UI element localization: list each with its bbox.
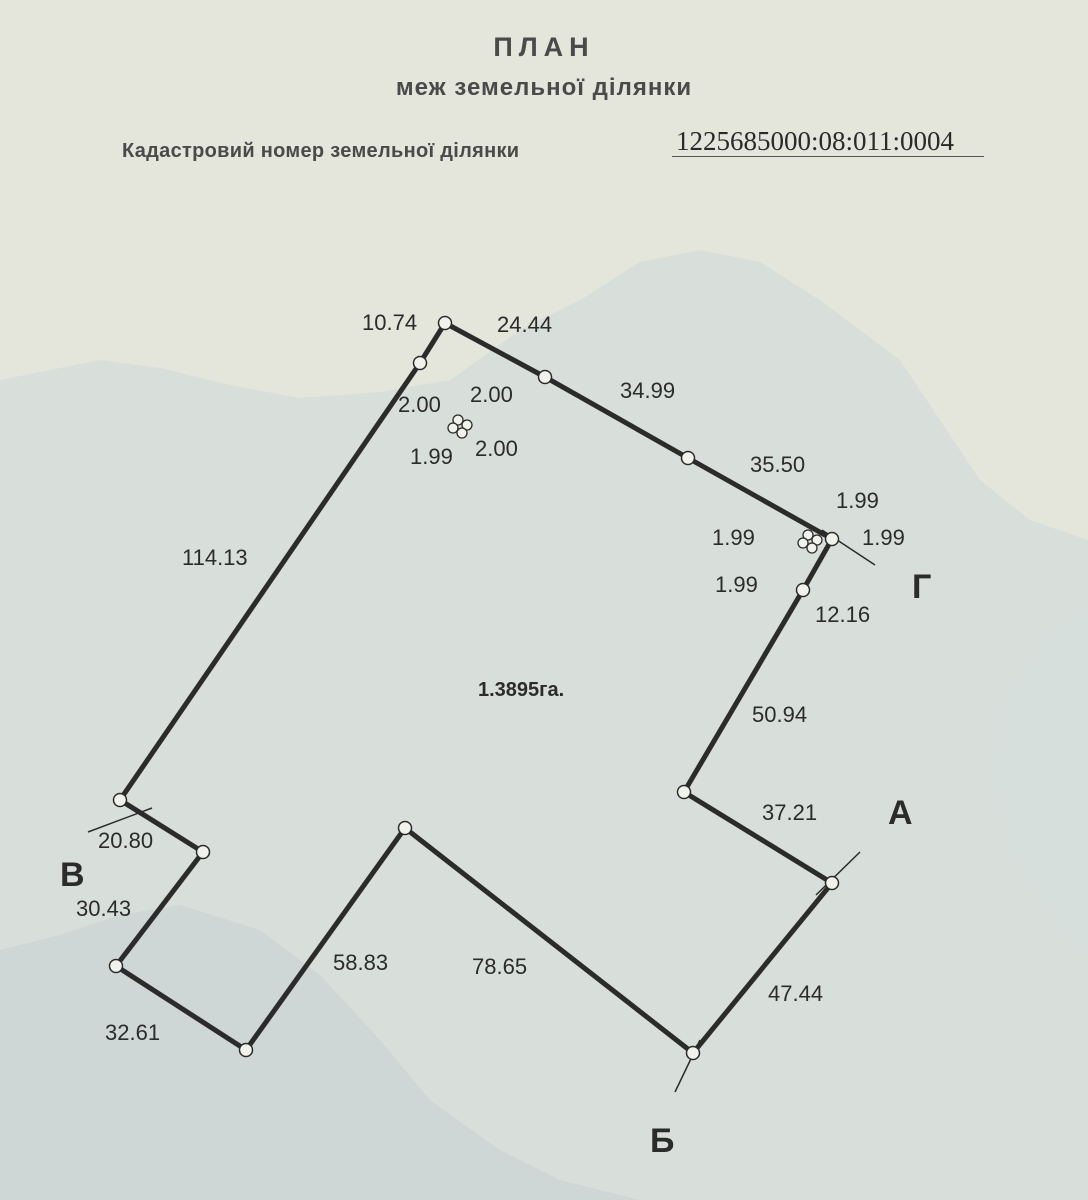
vertex bbox=[826, 877, 839, 890]
dimension-label: 50.94 bbox=[752, 702, 808, 727]
vertex bbox=[826, 533, 839, 546]
vertex bbox=[678, 786, 691, 799]
dimension-label: 58.83 bbox=[333, 950, 389, 975]
corner-label-b: Б bbox=[650, 1122, 675, 1160]
dimension-label: 47.44 bbox=[768, 981, 824, 1006]
dimension-label: 2.00 bbox=[470, 382, 513, 407]
vertex bbox=[414, 357, 427, 370]
dimension-label: 2.00 bbox=[475, 436, 518, 461]
vertex bbox=[110, 960, 123, 973]
vertex bbox=[114, 794, 127, 807]
dimension-label: 35.50 bbox=[750, 452, 806, 477]
dimension-label: 24.44 bbox=[497, 312, 553, 337]
plan-subtitle: меж земельної ділянки bbox=[395, 74, 693, 101]
dimension-label: 34.99 bbox=[620, 378, 676, 403]
subplot-vertex bbox=[807, 543, 817, 553]
dimension-label: 1.99 bbox=[862, 525, 905, 550]
vertex bbox=[797, 584, 810, 597]
subplot-vertex bbox=[457, 428, 467, 438]
vertex bbox=[240, 1044, 253, 1057]
plot-area-label: 1.3895га. bbox=[478, 679, 565, 701]
corner-label-v: В bbox=[60, 856, 85, 894]
dimension-label: 10.74 bbox=[362, 310, 418, 335]
dimension-label: 114.13 bbox=[182, 545, 248, 570]
dimension-label: 20.80 bbox=[98, 828, 154, 853]
dimension-label: 37.21 bbox=[762, 800, 818, 825]
vertex bbox=[687, 1047, 700, 1060]
subplot-vertex bbox=[448, 423, 458, 433]
subplot-vertex bbox=[798, 538, 808, 548]
dimension-label: 78.65 bbox=[472, 954, 528, 979]
dimension-label: 2.00 bbox=[398, 392, 441, 417]
vertex bbox=[399, 822, 412, 835]
vertex bbox=[439, 317, 452, 330]
plan-title: ПЛАН bbox=[493, 32, 595, 62]
dimension-label: 1.99 bbox=[712, 525, 755, 550]
dimension-label: 12.16 bbox=[815, 602, 871, 627]
cadastral-label: Кадастровий номер земельної ділянки bbox=[122, 140, 520, 162]
corner-label-a: А bbox=[888, 794, 913, 832]
dimension-label: 32.61 bbox=[105, 1020, 161, 1045]
vertex bbox=[197, 846, 210, 859]
vertex bbox=[539, 371, 552, 384]
dimension-label: 30.43 bbox=[76, 896, 132, 921]
dimension-label: 1.99 bbox=[715, 572, 758, 597]
cadastral-number: 1225685000:08:011:0004 bbox=[676, 126, 955, 156]
corner-label-g: Г bbox=[912, 568, 932, 606]
dimension-label: 1.99 bbox=[410, 444, 453, 469]
dimension-label: 1.99 bbox=[836, 488, 879, 513]
vertex bbox=[682, 452, 695, 465]
